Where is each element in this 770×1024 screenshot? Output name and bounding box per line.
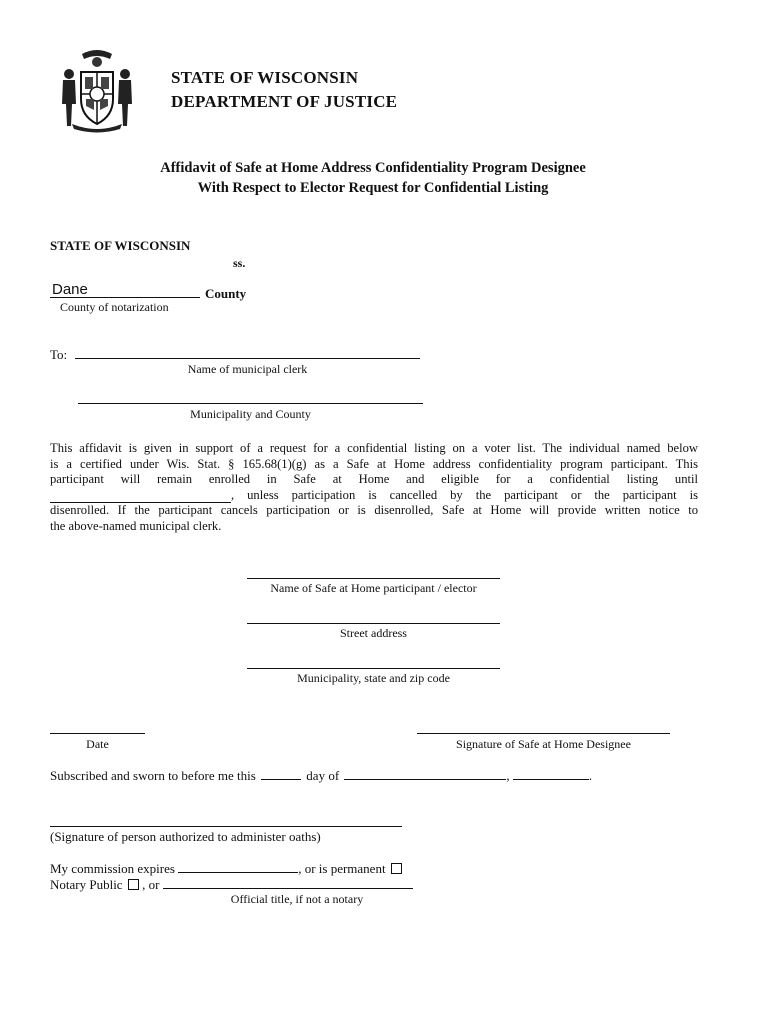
participant-name-field[interactable] bbox=[247, 578, 500, 579]
permanent-label: , or is permanent bbox=[298, 861, 386, 876]
document-title-line1: Affidavit of Safe at Home Address Confidentiality Program Designee bbox=[160, 160, 586, 176]
county-line bbox=[50, 297, 200, 298]
county-input[interactable]: Dane bbox=[52, 281, 88, 298]
wisconsin-state-seal-icon bbox=[54, 44, 140, 134]
affidavit-paragraph bbox=[50, 441, 698, 534]
paragraph-line2: is a certified under Wis. Stat. § 165.68(1)(g) as a Safe at Home address confidentiality program participant. This bbox=[50, 456, 698, 471]
or-label: , or bbox=[142, 877, 160, 892]
subscribed-row: Subscribed and sworn to before me this day of , . bbox=[50, 768, 593, 783]
participant-name-caption: Name of Safe at Home participant / elector bbox=[270, 581, 477, 595]
authorized-signature-field[interactable] bbox=[50, 826, 402, 827]
notary-public-checkbox[interactable] bbox=[128, 879, 139, 890]
day-of-text: day of bbox=[306, 768, 340, 783]
official-title-field[interactable] bbox=[163, 876, 413, 889]
date-caption: Date bbox=[86, 737, 109, 751]
commission-expires-field[interactable] bbox=[178, 860, 298, 873]
year-field[interactable] bbox=[513, 767, 589, 780]
enrollment-date-field[interactable] bbox=[50, 489, 231, 503]
commission-row bbox=[50, 860, 402, 877]
county-label: County bbox=[205, 286, 247, 301]
paragraph-line3: participant will remain enrolled in Safe at Home and eligible for a confidential listing until bbox=[50, 472, 698, 486]
paragraph-line5: disenrolled. If the participant cancels participation or is disenrolled, Safe at Home will provide written notice to bbox=[50, 503, 698, 517]
to-label: To: bbox=[50, 347, 68, 362]
street-address-field[interactable] bbox=[247, 623, 500, 624]
authorized-signature-caption: (Signature of person authorized to administer oaths) bbox=[50, 829, 321, 844]
designee-signature-field[interactable] bbox=[417, 733, 670, 734]
clerk-caption: Name of municipal clerk bbox=[187, 362, 308, 376]
commission-label: My commission expires bbox=[50, 861, 175, 876]
paragraph-line1: This affidavit is given in support of a request for a confidential listing on a voter list. The individual named below bbox=[50, 441, 698, 455]
paragraph-line6: the above-named municipal clerk. bbox=[50, 518, 222, 533]
document-title-line2: With Respect to Elector Request for Confidential Listing bbox=[197, 180, 549, 196]
city-state-zip-field[interactable] bbox=[247, 668, 500, 669]
paragraph-line4: , unless participation is cancelled by the participant or the participant is bbox=[231, 487, 698, 502]
permanent-checkbox[interactable] bbox=[391, 863, 402, 874]
municipality-caption: Municipality and County bbox=[190, 407, 311, 421]
notary-public-label: Notary Public bbox=[50, 877, 123, 892]
street-address-caption: Street address bbox=[340, 626, 407, 640]
designee-signature-caption: Signature of Safe at Home Designee bbox=[456, 737, 631, 751]
official-title-caption: Official title, if not a notary bbox=[230, 892, 364, 906]
header-department: DEPARTMENT OF JUSTICE bbox=[171, 92, 398, 111]
county-caption: County of notarization bbox=[60, 300, 169, 314]
header-state: STATE OF WISCONSIN bbox=[171, 68, 359, 87]
paragraph-line4-row bbox=[50, 488, 698, 504]
clerk-name-field[interactable] bbox=[75, 358, 420, 359]
city-state-zip-caption: Municipality, state and zip code bbox=[297, 671, 450, 685]
venue-ss: ss. bbox=[233, 256, 246, 270]
venue-state: STATE OF WISCONSIN bbox=[50, 238, 191, 253]
notary-row bbox=[50, 876, 413, 893]
municipality-field[interactable] bbox=[78, 403, 423, 404]
subscribed-text: Subscribed and sworn to before me this bbox=[50, 768, 256, 783]
date-field[interactable] bbox=[50, 733, 145, 734]
day-field[interactable] bbox=[261, 767, 301, 780]
month-field[interactable] bbox=[344, 767, 506, 780]
